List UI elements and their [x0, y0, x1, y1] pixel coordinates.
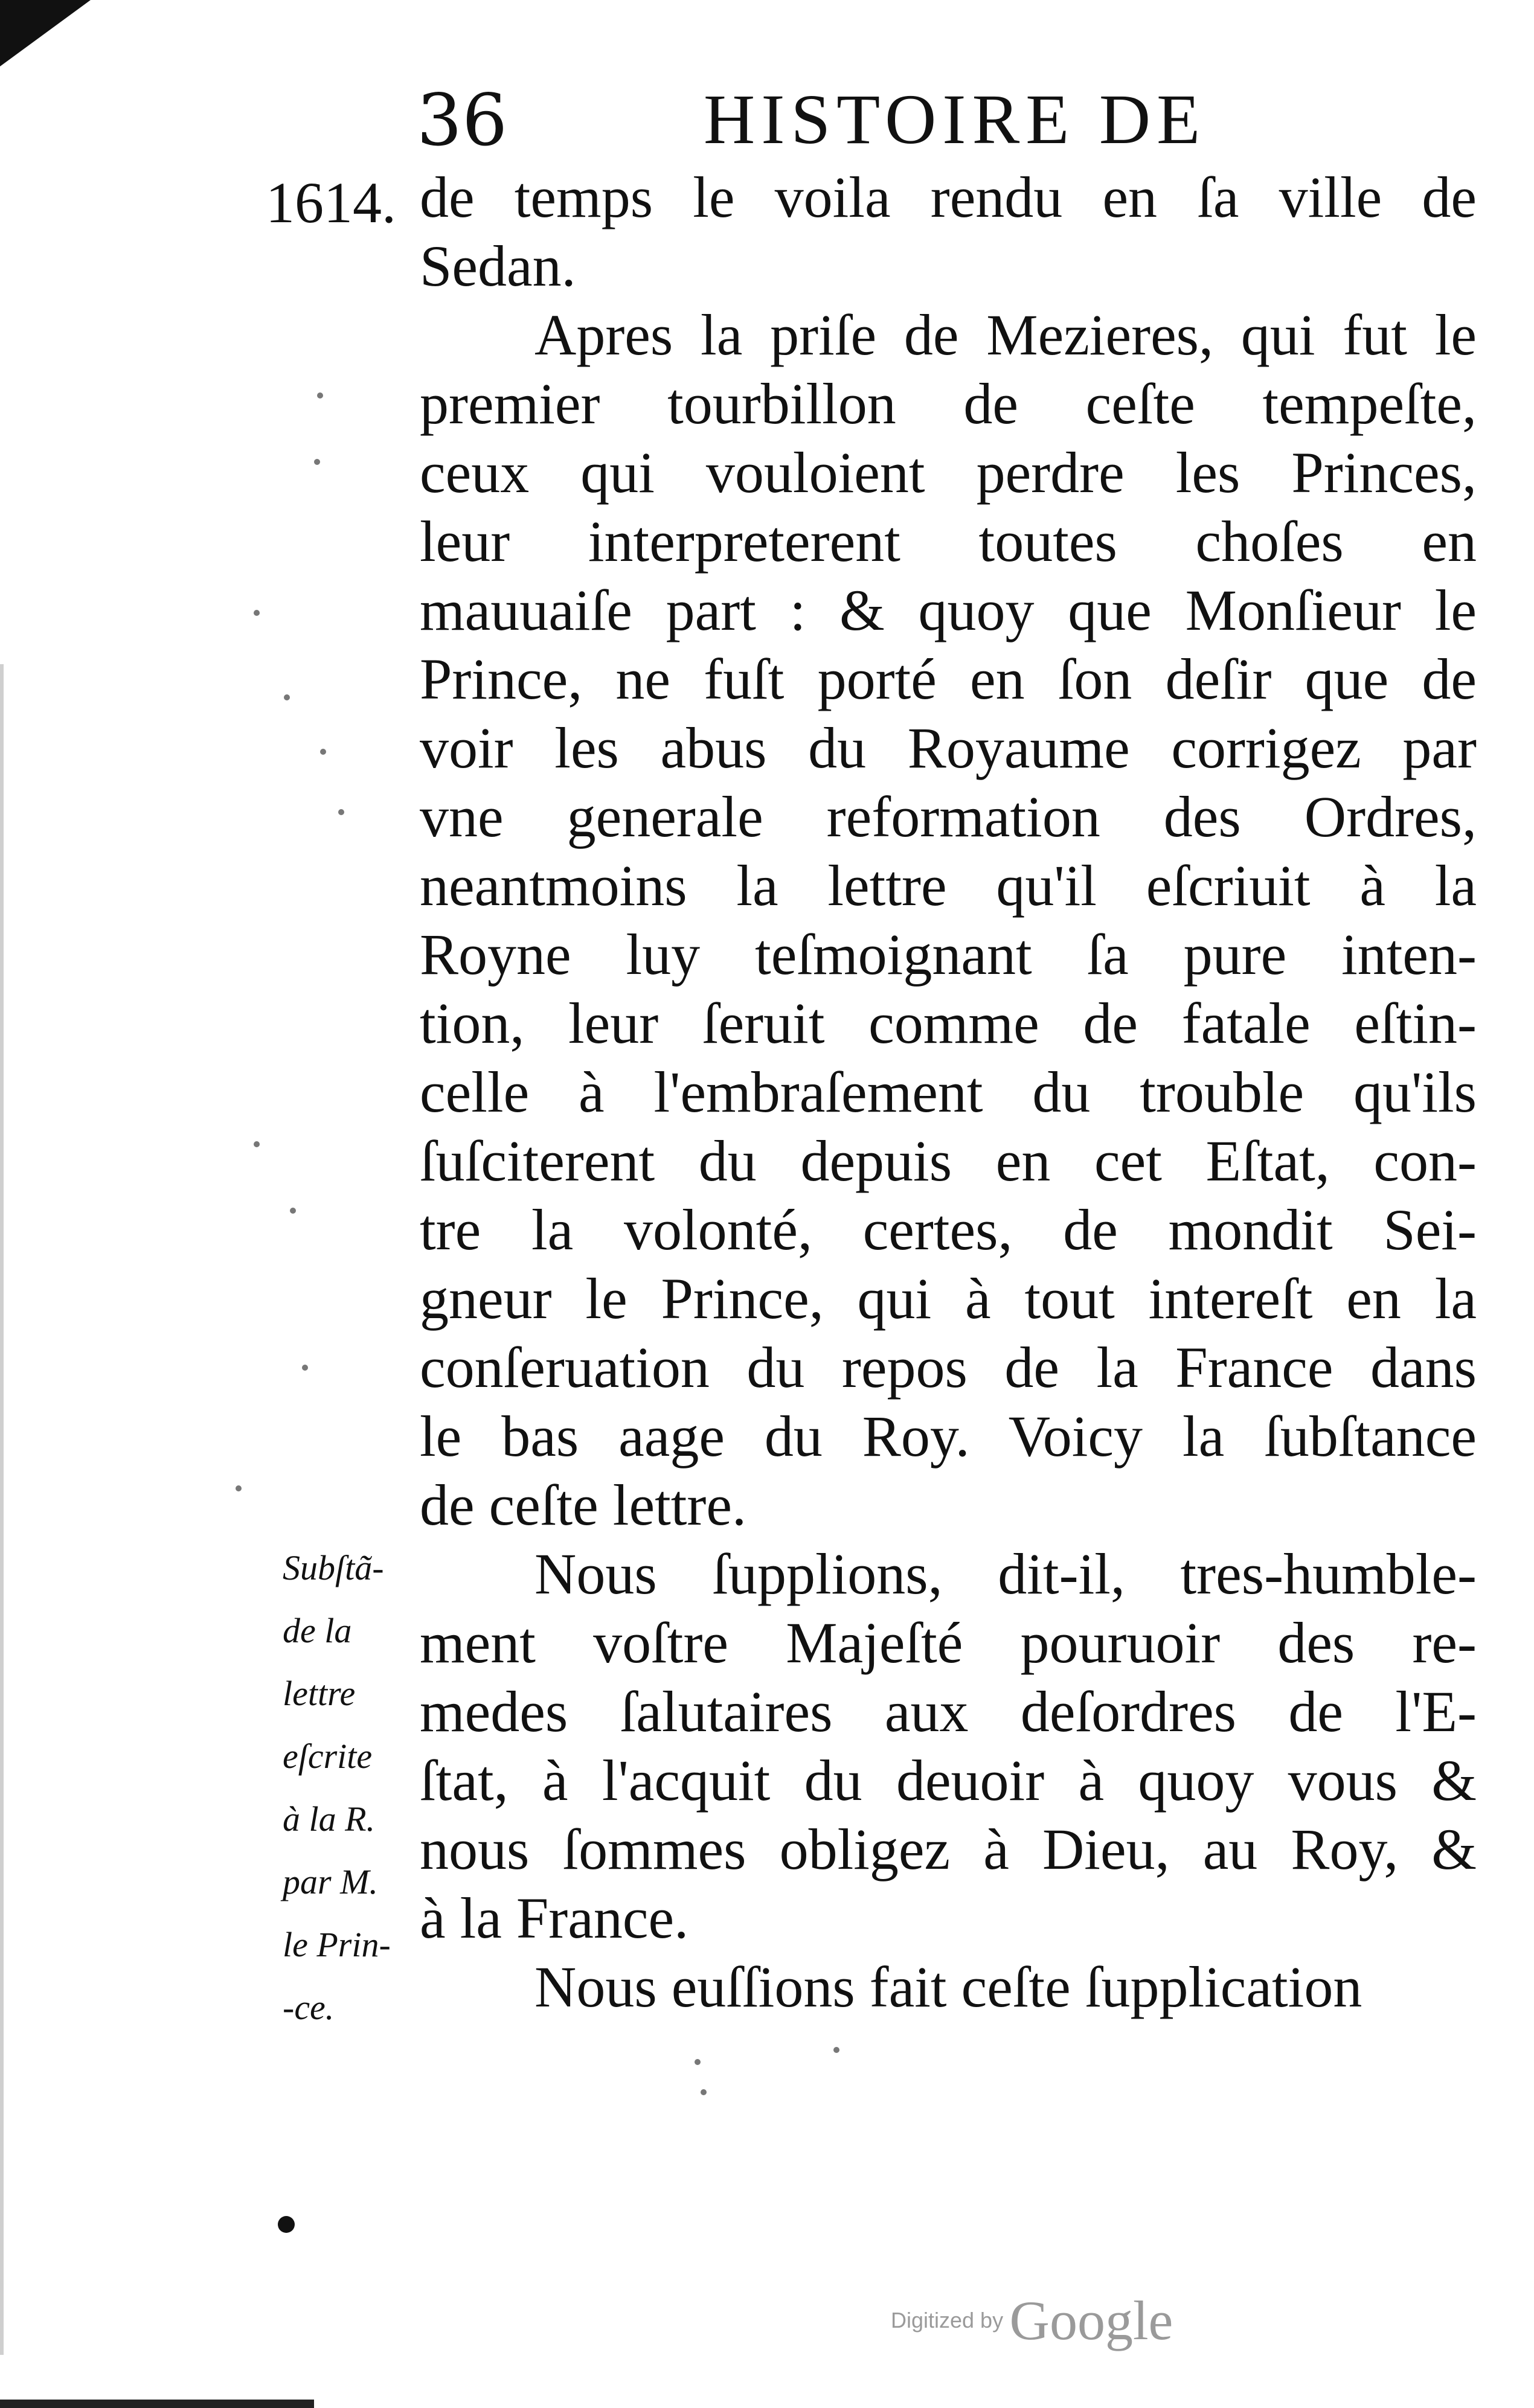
text-line: le bas aage du Roy. Voicy la ſubſtance — [420, 1404, 1477, 1468]
bleed-speck — [254, 1141, 260, 1147]
bleed-speck — [320, 749, 326, 755]
watermark-prefix: Digitized by — [891, 2308, 1004, 2333]
text-line: tion, leur ſeruit comme de fatale eſtin- — [420, 991, 1477, 1055]
bleed-speck — [284, 694, 290, 700]
text-line: Sedan. — [420, 234, 576, 298]
margin-note-line: à la R. — [283, 1799, 376, 1839]
bleed-speck — [254, 610, 260, 616]
text-line: leur interpreterent toutes choſes en — [420, 509, 1477, 574]
text-line: ſuſciterent du depuis en cet Eſtat, con- — [420, 1129, 1477, 1193]
bleed-speck — [302, 1365, 308, 1371]
text-line: Royne luy teſmoignant ſa pure inten- — [420, 922, 1477, 987]
margin-note-line: eſcrite — [283, 1737, 373, 1776]
page-number: 36 — [417, 78, 508, 162]
text-line: medes ſalutaires aux deſordres de l'E- — [420, 1679, 1477, 1744]
margin-note-line: par M. — [283, 1862, 378, 1901]
text-line: Nous ſupplions, dit-il, tres-humble- — [534, 1542, 1477, 1606]
bleed-speck — [314, 459, 320, 465]
margin-year: 1614. — [266, 170, 396, 235]
bleed-speck — [236, 1485, 242, 1491]
watermark-brand: Google — [1009, 2290, 1173, 2351]
text-line: Nous euſſions fait ceſte ſupplication — [534, 1955, 1362, 2019]
text-line: tre la volonté, certes, de mondit Sei- — [420, 1197, 1477, 1262]
text-line: gneur le Prince, qui à tout intereſt en la — [420, 1266, 1477, 1331]
bleed-speck — [317, 392, 323, 399]
text-line: ment voſtre Majeſté pouruoir des re- — [420, 1610, 1477, 1675]
digitized-watermark — [891, 2288, 1173, 2352]
margin-note-line: le Prin- — [283, 1925, 391, 1964]
text-line: mauuaiſe part : & quoy que Monſieur le — [420, 578, 1477, 642]
text-line: ſtat, à l'acquit du deuoir à quoy vous & — [420, 1748, 1477, 1813]
bleed-speck — [833, 2047, 839, 2053]
text-line: ceux qui vouloient perdre les Princes, — [420, 440, 1477, 505]
text-line: Prince, ne fuſt porté en ſon deſir que de — [420, 647, 1477, 711]
bleed-speck — [290, 1208, 296, 1214]
text-line: à la France. — [420, 1886, 689, 1950]
body-text — [420, 163, 1477, 2022]
running-title: HISTOIRE DE — [704, 80, 1207, 159]
text-line: de temps le voila rendu en ſa ville de — [420, 165, 1477, 229]
text-line: voir les abus du Royaume corrigez par — [420, 716, 1477, 780]
text-line: neantmoins la lettre qu'il eſcriuit à la — [420, 853, 1477, 918]
scan-bottom-strip — [0, 2400, 314, 2408]
margin-note-line: Subſtã- — [283, 1548, 384, 1587]
text-line: de ceſte lettre. — [420, 1473, 746, 1537]
running-head — [417, 78, 1480, 162]
margin-note — [283, 1537, 422, 2039]
bleed-speck — [701, 2089, 707, 2095]
text-line: vne generale reformation des Ordres, — [420, 784, 1477, 849]
text-line: nous ſommes obligez à Dieu, au Roy, & — [420, 1817, 1477, 1881]
text-line: premier tourbillon de ceſte tempeſte, — [420, 371, 1477, 436]
scan-corner-shadow — [0, 0, 91, 66]
margin-note-line: de la — [283, 1611, 352, 1650]
margin-note-line: -ce. — [283, 1988, 335, 2027]
margin-note-line: lettre — [283, 1674, 356, 1713]
ink-blot — [278, 2216, 295, 2233]
text-line: Apres la priſe de Mezieres, qui fut le — [534, 303, 1477, 367]
text-line: conſeruation du repos de la France dans — [420, 1335, 1477, 1400]
bleed-speck — [338, 809, 344, 815]
text-line: celle à l'embraſement du trouble qu'ils — [420, 1060, 1477, 1124]
scan-left-edge — [0, 664, 4, 2355]
bleed-speck — [695, 2059, 701, 2065]
